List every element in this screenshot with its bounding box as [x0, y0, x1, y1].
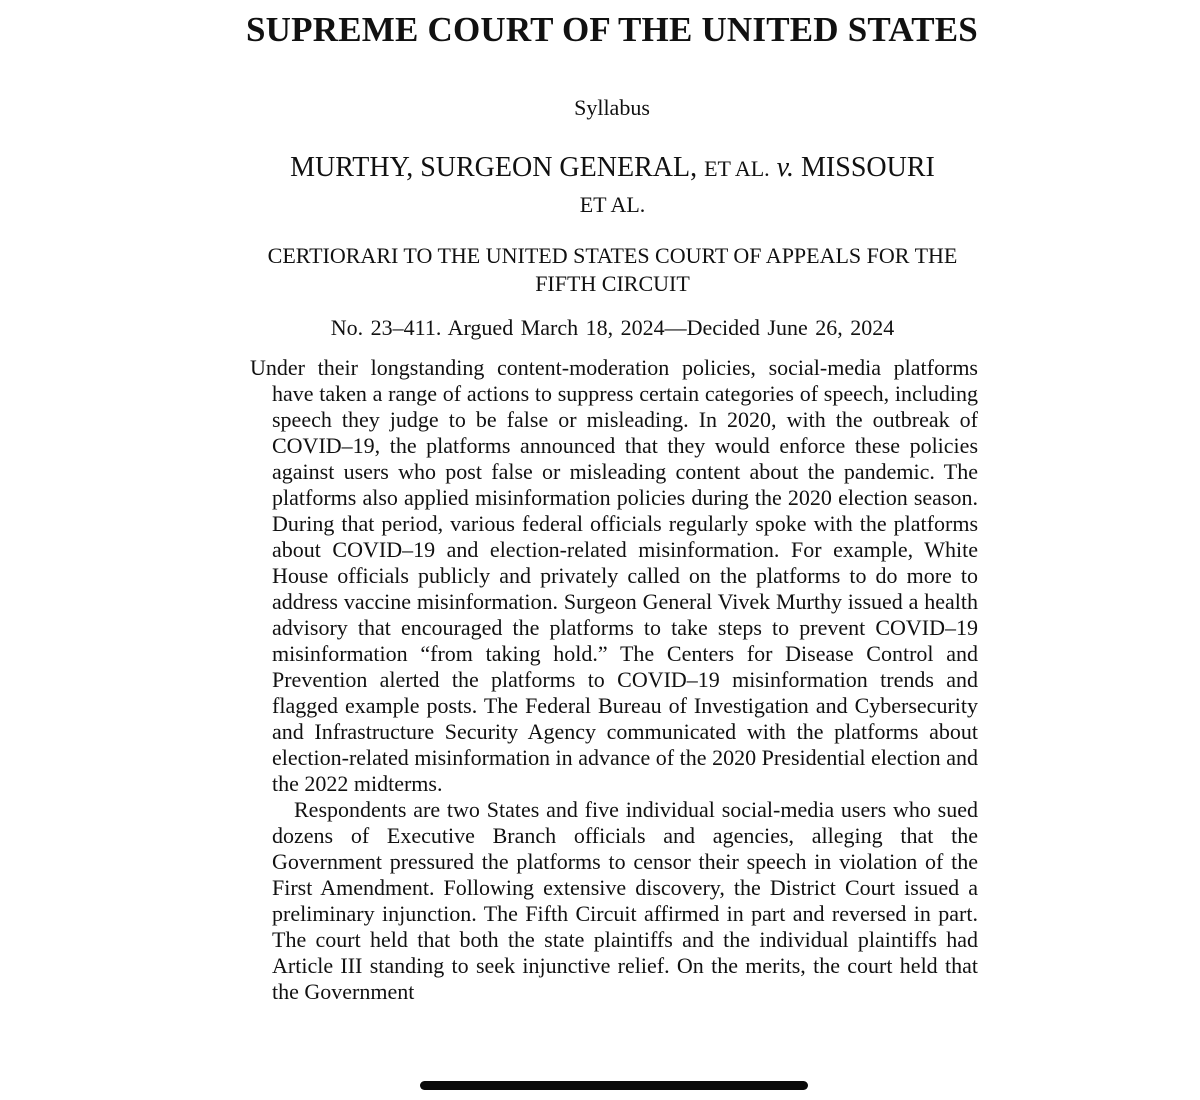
versus: v.	[776, 152, 795, 183]
certiorari-line: CERTIORARI TO THE UNITED STATES COURT OF APPEALS FOR THE FIFTH CIRCUIT	[267, 243, 958, 296]
paragraph-1: Under their longstanding content-moderation policies, social-media platforms have taken a range of actions to suppress certain categories of speech, including speech they judge to be false or misleading. In 2020, with the outbreak of COVID–19, the platforms announced that they would enforce these policies against users who post false or misleading content about the pandemic. The platforms also applied misinformation policies during the 2020 election season. During that period, various federal officials regularly spoke with the platforms about COVID–19 and election-related misinformation. For example, White House officials publicly and privately called on the platforms to do more to address vaccine misinformation. Surgeon General Vivek Murthy issued a health advisory that encouraged the platforms to take steps to prevent COVID–19 misinformation “from taking hold.” The Centers for Disease Control and Prevention alerted the platforms to COVID–19 misinformation trends and flagged example posts. The Federal Bureau of Investigation and Cybersecurity and Infrastructure Security Agency communicated with the platforms about election-related misinformation in advance of the 2020 Presidential election and the 2022 midterms.	[250, 355, 978, 796]
paragraph-2: Respondents are two States and five individual social-media users who sued dozens of Executive Branch officials and agencies, alleging that the Government pressured the platforms to censor their speech in violation of the First Amendment. Following extensive discovery, the District Court issued a preliminary injunction. The Fifth Circuit affirmed in part and reversed in part. The court held that both the state plaintiffs and the individual plaintiffs had Article III standing to seek injunctive relief. On the merits, the court held that the Government	[272, 797, 978, 1004]
docket-line: No. 23–411. Argued March 18, 2024—Decided June 26, 2024	[330, 315, 895, 340]
section-label: Syllabus	[574, 95, 650, 120]
court-title: SUPREME COURT OF THE UNITED STATES	[246, 10, 978, 49]
respondent: MISSOURI	[801, 152, 935, 183]
respondent-suffix: ET AL.	[579, 192, 646, 217]
petitioner-suffix: ET AL.	[704, 156, 770, 181]
syllabus-body	[250, 355, 978, 1005]
home-indicator[interactable]	[420, 1081, 808, 1090]
case-title	[250, 150, 975, 223]
petitioner: MURTHY, SURGEON GENERAL,	[290, 152, 698, 183]
